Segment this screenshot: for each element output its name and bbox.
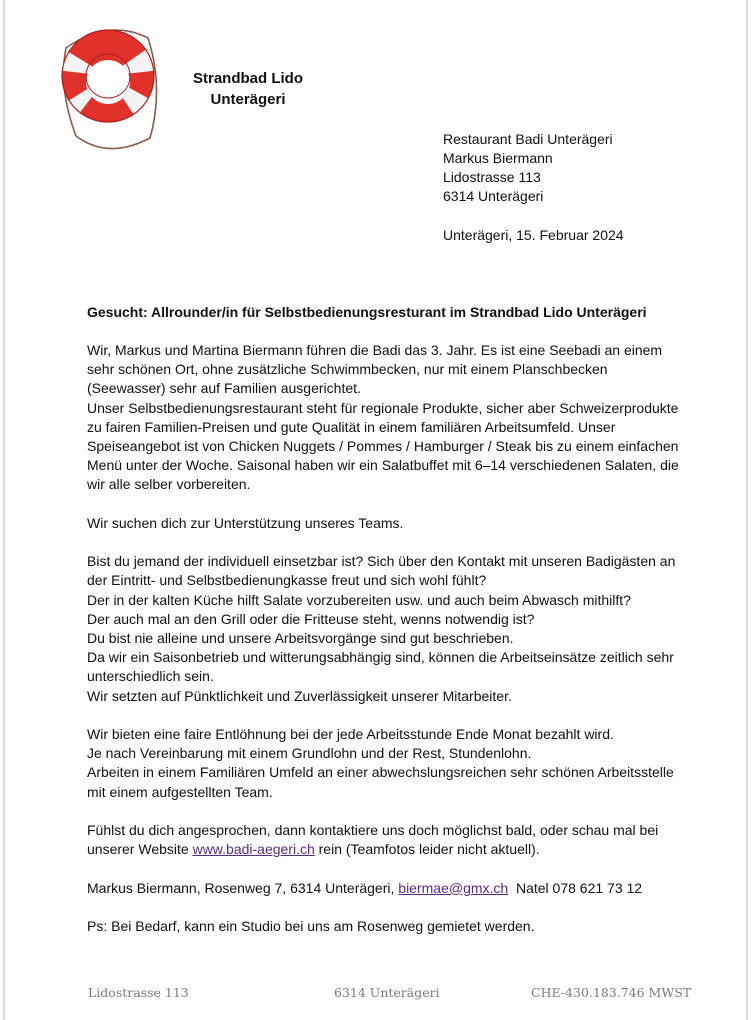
address-line: Restaurant Badi Unterägeri bbox=[443, 131, 613, 147]
address-line: Markus Biermann bbox=[443, 150, 553, 166]
text-line: der Eintritt- und Selbstbedienungkasse freut und sich wohl fühlt? bbox=[87, 572, 487, 589]
paragraph-gap bbox=[87, 802, 687, 821]
footer-city: 6314 Unterägeri bbox=[334, 985, 440, 1000]
text-line: Speiseangebot ist von Chicken Nuggets / Pommes / Hamburger / Steak bis zu einem einfachen bbox=[87, 438, 679, 455]
text-line: Der auch mal an den Grill oder die Fritteuse steht, wenns notwendig ist? bbox=[87, 610, 535, 627]
text-line: Unser Selbstbedienungsrestaurant steht für regionale Produkte, sicher aber Schweizerprodukte bbox=[87, 399, 679, 416]
text-fragment: unserer Website bbox=[87, 841, 193, 858]
text-line: Der in der kalten Küche hilft Salate vorzubereiten usw. und auch beim Abwasch mithilft? bbox=[87, 591, 631, 608]
text-line: Wir setzten auf Pünktlichkeit und Zuverlässigkeit unserer Mitarbeiter. bbox=[87, 687, 512, 704]
contact-line bbox=[87, 879, 687, 898]
text-line: sehr schönen Ort, ohne zusätzliche Schwimmbecken, nur mit einem Planschbecken bbox=[87, 361, 608, 378]
text-line: zu fairen Familien-Preisen und gute Qualität in einem familiären Arbeitsumfeld. Unser bbox=[87, 418, 616, 435]
text-fragment: rein (Teamfotos leider nicht aktuell). bbox=[314, 841, 540, 858]
paragraph-gap bbox=[87, 495, 687, 514]
website-link[interactable]: www.badi-aegeri.ch bbox=[192, 841, 315, 858]
brand-name bbox=[176, 68, 320, 110]
email-link[interactable]: biermae@gmx.ch bbox=[398, 879, 509, 896]
text-line: Menü unter der Woche. Saisonal haben wir ein Salatbuffet mit 6–14 verschiedenen Salaten, die bbox=[87, 457, 679, 474]
text-line: Wir, Markus und Martina Biermann führen die Badi das 3. Jahr. Es ist eine Seebadi an einem bbox=[87, 342, 663, 358]
paragraph-gap bbox=[87, 898, 687, 917]
page-edge-right bbox=[746, 0, 748, 1020]
text-line: Fühlst du dich angesprochen, dann kontaktiere uns doch möglichst bald, oder schau mal bei bbox=[87, 822, 659, 839]
paragraph-gap bbox=[87, 859, 687, 878]
address-line: 6314 Unterägeri bbox=[443, 188, 544, 204]
paragraph-gap bbox=[87, 533, 687, 552]
text-line: wir alle selber vorbereiten. bbox=[87, 476, 251, 493]
text-line: (Seewasser) sehr auf Familien ausgerichtet. bbox=[87, 380, 361, 397]
text-line: Du bist nie alleine und unsere Arbeitsvorgänge sind gut beschrieben. bbox=[87, 630, 514, 647]
text-fragment: Markus Biermann, Rosenweg 7, 6314 Unterägeri, bbox=[87, 879, 399, 896]
address-line: Lidostrasse 113 bbox=[443, 169, 541, 185]
text-line: Da wir ein Saisonbetrieb und witterungsabhängig sind, können die Arbeitseinsätze zeitlich sehr bbox=[87, 649, 674, 666]
letter-date: Unterägeri, 15. Februar 2024 bbox=[443, 227, 624, 243]
letter-subject: Gesucht: Allrounder/in für Selbstbedienungsresturant im Strandbad Lido Unterägeri bbox=[87, 304, 647, 320]
text-line: Wir suchen dich zur Unterstützung unseres Teams. bbox=[87, 514, 404, 531]
recipient-address bbox=[443, 130, 613, 206]
footer-vat: CHE-430.183.746 MWST bbox=[531, 985, 692, 1000]
text-line: unterschiedlich sein. bbox=[87, 668, 214, 685]
letter-body bbox=[87, 341, 687, 936]
text-line: Bist du jemand der individuell einsetzbar ist? Sich über den Kontakt mit unseren Badigästen an bbox=[87, 553, 676, 570]
text-fragment: Natel 078 621 73 12 bbox=[508, 879, 643, 896]
brand-line-2: Unterägeri bbox=[210, 91, 286, 108]
text-line: mit einem aufgestellten Team. bbox=[87, 783, 273, 800]
brand-line-1: Strandbad Lido bbox=[193, 70, 303, 87]
ps-line: Ps: Bei Bedarf, kann ein Studio bei uns am Rosenweg gemietet werden. bbox=[87, 918, 535, 934]
text-line: Wir bieten eine faire Entlöhnung bei der jede Arbeitsstunde Ende Monat bezahlt wird. bbox=[87, 726, 614, 743]
page-edge-left bbox=[3, 0, 5, 1020]
text-line: Arbeiten in einem Familiären Umfeld an einer abwechslungsreichen sehr schönen Arbeitsstelle bbox=[87, 764, 674, 781]
lifebuoy-icon bbox=[52, 18, 164, 156]
footer-street: Lidostrasse 113 bbox=[88, 985, 189, 1000]
text-line: Je nach Vereinbarung mit einem Grundlohn und der Rest, Stundenlohn. bbox=[87, 745, 532, 762]
paragraph-gap bbox=[87, 706, 687, 725]
text-line bbox=[87, 840, 687, 859]
